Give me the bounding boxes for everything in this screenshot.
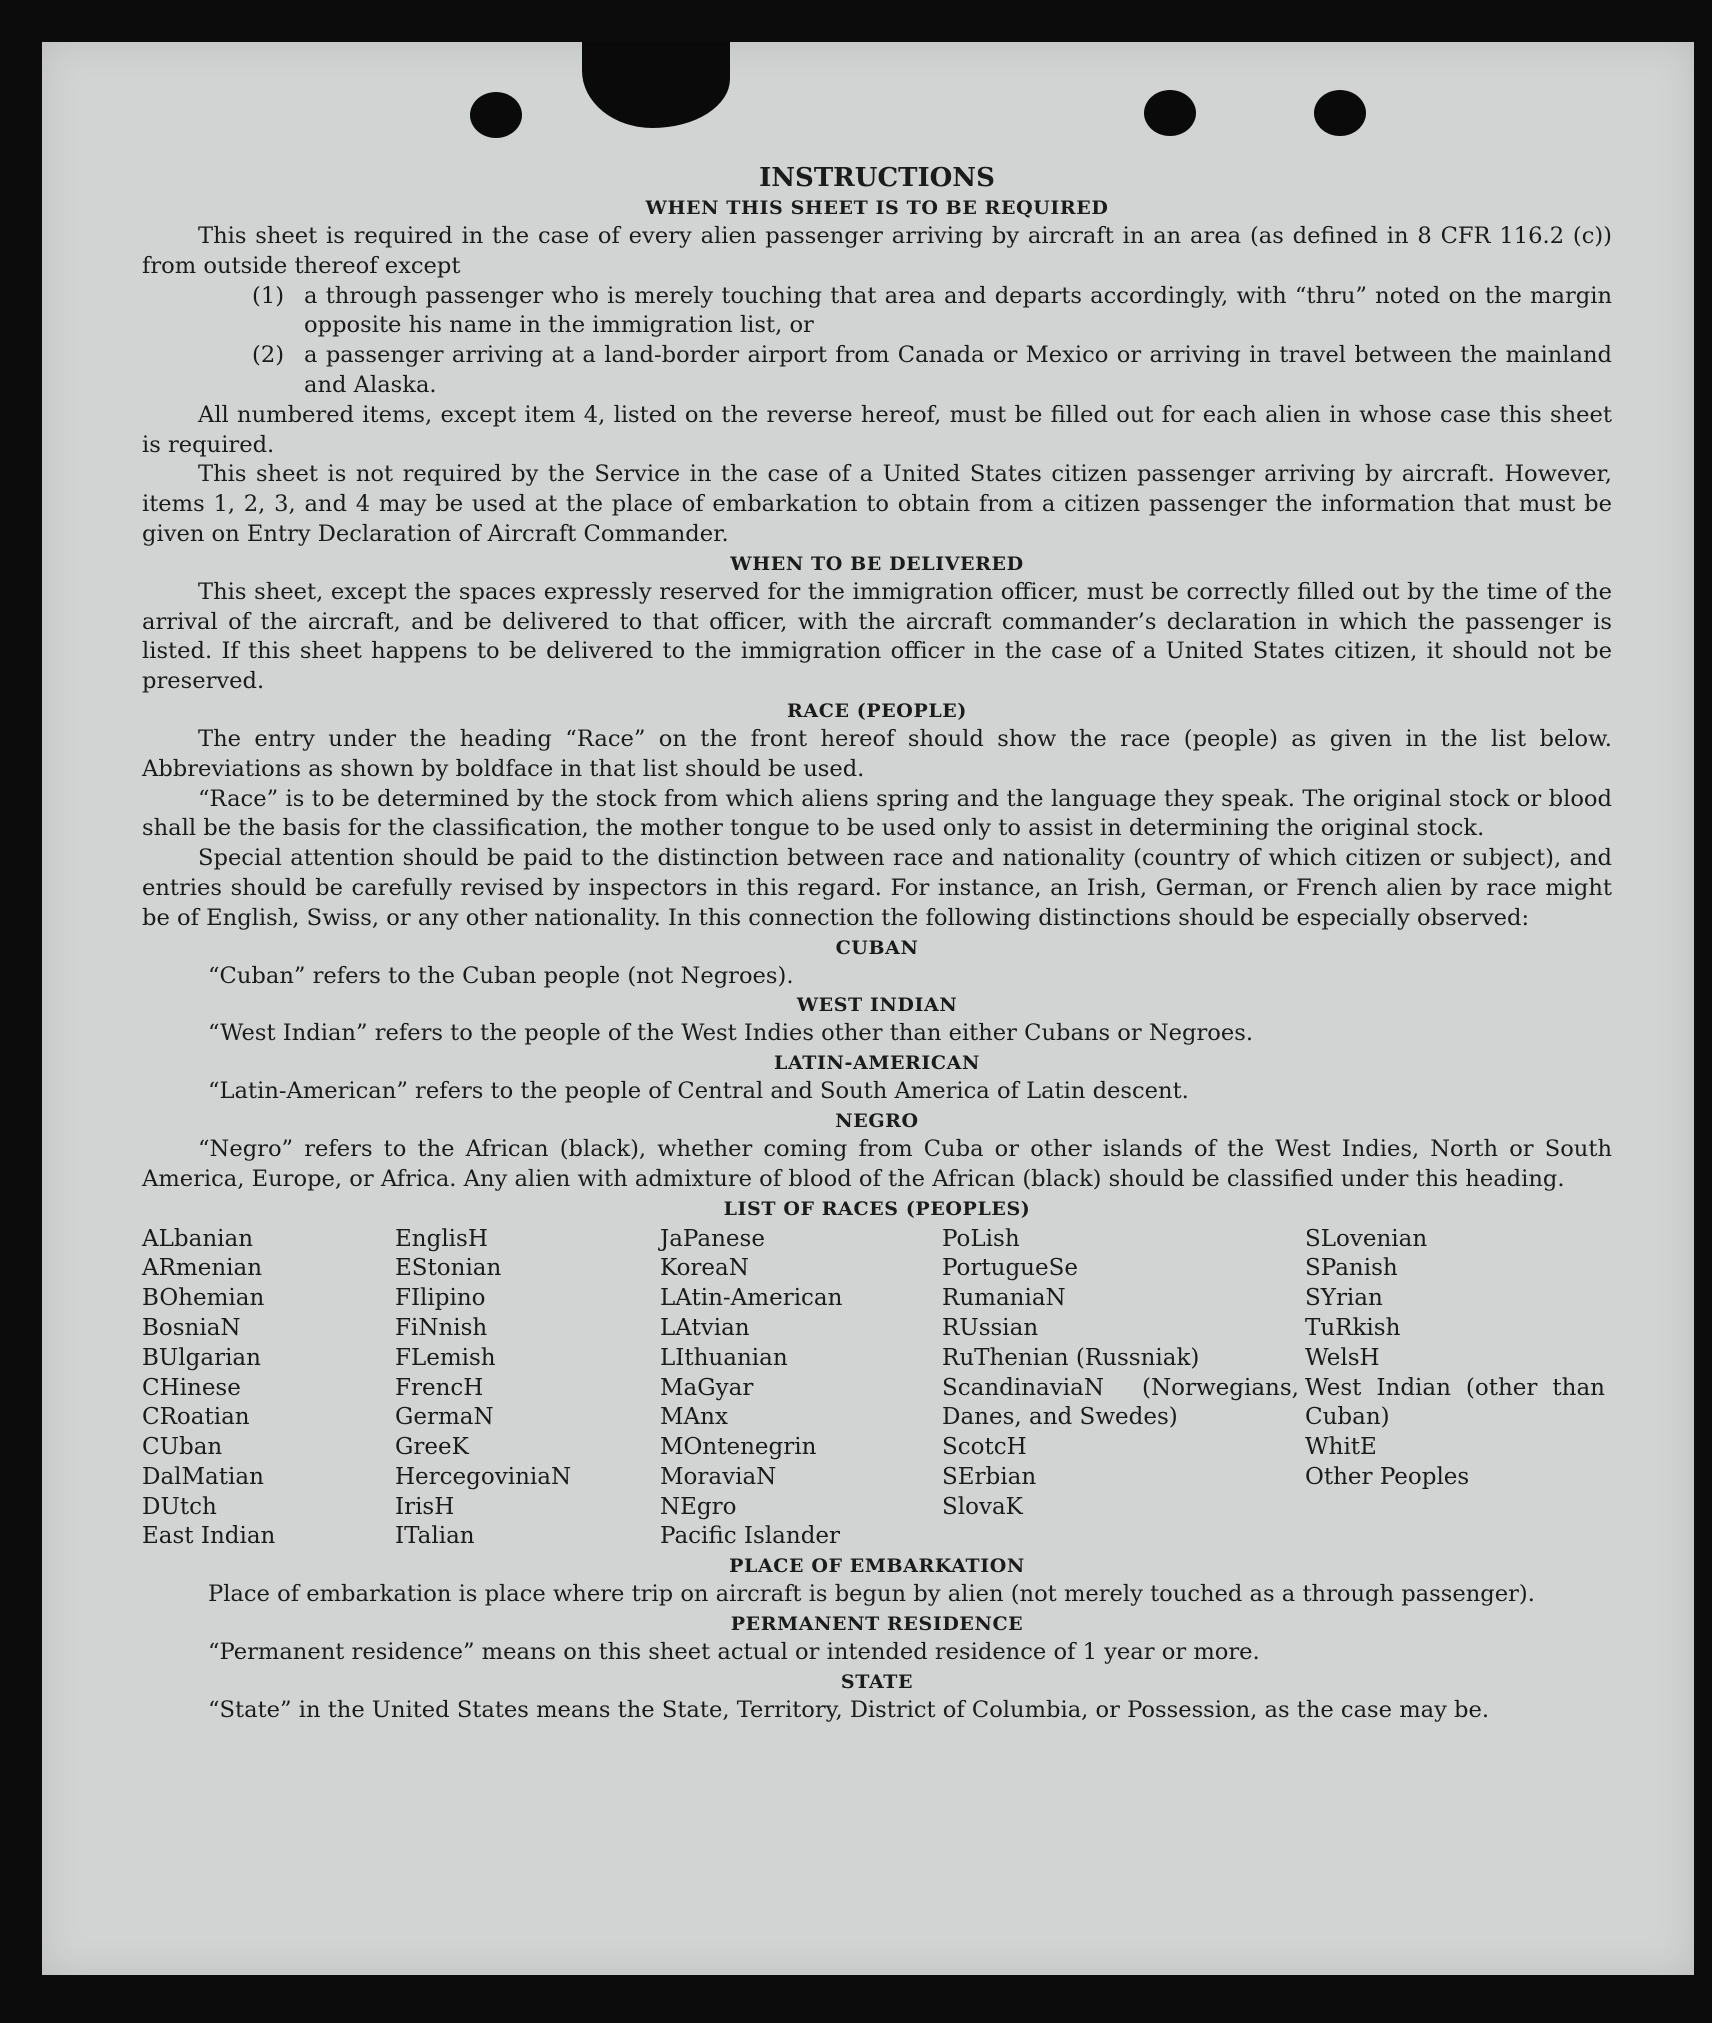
page-title: INSTRUCTIONS (759, 163, 995, 193)
race-entry: FLemish (395, 1344, 496, 1371)
race-entry: MAnx (660, 1404, 728, 1431)
race-entry: DalMatian (142, 1463, 264, 1490)
race-entry: Other Peoples (1305, 1463, 1470, 1490)
section-heading: LIST OF RACES (PEOPLES) (723, 1197, 1031, 1220)
race-entry: TuRkish (1305, 1314, 1401, 1341)
section-heading: NEGRO (835, 1109, 919, 1132)
section-heading: WHEN TO BE DELIVERED (730, 552, 1024, 575)
race-entry: BUlgarian (142, 1344, 261, 1371)
race-column (395, 1225, 660, 1553)
race-column (660, 1225, 942, 1553)
race-entry: PoLish (942, 1225, 1020, 1252)
race-entry: NEgro (660, 1493, 737, 1520)
race-entry: KoreaN (660, 1255, 749, 1282)
paragraph: “Permanent residence” means on this sheet actual or intended residence of 1 year or more. (208, 1639, 1260, 1666)
race-entry: CUban (142, 1434, 223, 1461)
race-column (942, 1225, 1305, 1553)
race-entry: ALbanian (142, 1225, 254, 1252)
section-heading: WHEN THIS SHEET IS TO BE REQUIRED (645, 197, 1109, 219)
section-heading: WEST INDIAN (796, 994, 958, 1017)
paragraph: Special attention should be paid to the distinction between race and nationality (country of which citizen or subject), and entries should be carefully revised by inspectors in this regard. For instance, an Irish, German, or French alien by race might be of English, Swiss, or any other nationality. In this connection the following distinctions should be especially observed: (142, 845, 1612, 931)
race-entry: ARmenian (142, 1255, 263, 1282)
race-column (142, 1225, 395, 1553)
race-entry: RuThenian (Russniak) (942, 1344, 1200, 1371)
section-heading: RACE (PEOPLE) (787, 699, 967, 722)
paragraph: “Cuban” refers to the Cuban people (not Negroes). (208, 962, 794, 989)
race-entry: ITalian (395, 1523, 475, 1550)
race-entry: LAtvian (660, 1314, 750, 1341)
race-entry: SYrian (1305, 1285, 1383, 1312)
race-entry: WhitE (1305, 1434, 1377, 1461)
race-entry: EnglisH (395, 1225, 488, 1252)
punch-hole (470, 92, 522, 138)
item-text: a through passenger who is merely touching that area and departs accordingly, with “thru” noted on the margin opposite his name in the immigration list, or (304, 282, 1612, 339)
race-entry: FIlipino (395, 1285, 486, 1312)
list-item (252, 341, 1612, 401)
race-entry: Pacific Islander (660, 1523, 841, 1550)
paragraph: “Race” is to be determined by the stock from which aliens spring and the language they speak. The original stock or blood shall be the basis for the classification, the mother tongue to be used only to assist in determining the original stock. (142, 785, 1612, 842)
race-entry: West Indian (other than Cuban) (1305, 1374, 1605, 1431)
torn-edge (582, 42, 730, 128)
race-entry: FrencH (395, 1374, 484, 1401)
race-list (142, 1225, 1612, 1553)
race-entry: DUtch (142, 1493, 217, 1520)
section-heading: LATIN-AMERICAN (774, 1052, 980, 1075)
paragraph: All numbered items, except item 4, listed on the reverse hereof, must be filled out for each alien in whose case this sheet is required. (142, 401, 1612, 458)
race-entry: RumaniaN (942, 1285, 1066, 1312)
race-entry: LIthuanian (660, 1344, 788, 1371)
paragraph: “State” in the United States means the State, Territory, District of Columbia, or Possession, as the case may be. (208, 1696, 1490, 1723)
race-entry: CRoatian (142, 1404, 250, 1431)
race-entry: FiNnish (395, 1314, 488, 1341)
race-entry: MoraviaN (660, 1463, 777, 1490)
item-text: a passenger arriving at a land-border airport from Canada or Mexico or arriving in travel between the mainland and Alaska. (304, 342, 1612, 398)
race-entry: SLovenian (1305, 1225, 1428, 1252)
race-entry: SErbian (942, 1463, 1037, 1490)
race-entry: EStonian (395, 1255, 502, 1282)
list-item (252, 282, 1612, 342)
race-entry: SlovaK (942, 1493, 1023, 1520)
race-entry: GermaN (395, 1404, 494, 1431)
paragraph: This sheet is required in the case of every alien passenger arriving by aircraft in an area (as defined in 8 CFR 116.2 (c)) from outside thereof except (142, 223, 1612, 279)
section-heading: CUBAN (835, 936, 919, 959)
race-entry: ScotcH (942, 1434, 1027, 1461)
race-entry: RUssian (942, 1314, 1039, 1341)
race-entry: SPanish (1305, 1255, 1398, 1282)
paragraph: This sheet, except the spaces expressly reserved for the immigration officer, must be correctly filled out by the time of the arrival of the aircraft, and be delivered to that officer, with the aircraft commander’s declaration in which the passenger is listed. If this sheet happens to be delivered to the immigration officer in the case of a United States citizen, it should not be preserved. (142, 578, 1612, 695)
paragraph: “Negro” refers to the African (black), whether coming from Cuba or other islands of the West Indies, North or South America, Europe, or Africa. Any alien with admixture of blood of the African (black) should be classified under this heading. (142, 1135, 1612, 1192)
race-entry: East Indian (142, 1523, 276, 1550)
section-heading: PLACE OF EMBARKATION (729, 1555, 1025, 1578)
item-number: (2) (252, 342, 285, 369)
race-entry: MOntenegrin (660, 1434, 817, 1461)
punch-hole (1314, 90, 1366, 136)
race-entry: WelsH (1305, 1344, 1380, 1371)
race-entry: BosniaN (142, 1314, 241, 1341)
item-number: (1) (252, 282, 285, 309)
paragraph: This sheet is not required by the Service in the case of a United States citizen passenger arriving by aircraft. However, items 1, 2, 3, and 4 may be used at the place of embarkation to obtain from a citizen passenger the information that must be given on Entry Declaration of Aircraft Commander. (142, 461, 1612, 547)
document-sheet (42, 42, 1694, 1975)
section-heading: PERMANENT RESIDENCE (730, 1613, 1024, 1636)
race-entry: MaGyar (660, 1374, 754, 1401)
paragraph: “West Indian” refers to the people of the West Indies other than either Cubans or Negroes. (208, 1020, 1254, 1047)
race-entry: ScandinaviaN (Norwegians, Danes, and Swedes) (942, 1374, 1299, 1431)
punch-hole (1144, 90, 1196, 136)
paragraph: The entry under the heading “Race” on the front hereof should show the race (people) as given in the list below. Abbreviations as shown by boldface in that list should be used. (142, 725, 1612, 782)
paragraph: Place of embarkation is place where trip on aircraft is begun by alien (not merely touched as a through passenger). (208, 1581, 1535, 1608)
race-entry: JaPanese (660, 1225, 765, 1252)
race-entry: GreeK (395, 1434, 469, 1461)
race-entry: BOhemian (142, 1285, 265, 1312)
paragraph: “Latin-American” refers to the people of Central and South America of Latin descent. (208, 1078, 1189, 1105)
race-entry: PortugueSe (942, 1255, 1078, 1282)
instructions-content (142, 162, 1612, 1726)
race-entry: CHinese (142, 1374, 241, 1401)
race-entry: HercegoviniaN (395, 1463, 572, 1490)
race-column (1305, 1225, 1605, 1553)
race-entry: LAtin-American (660, 1285, 843, 1312)
race-entry: IrisH (395, 1493, 455, 1520)
section-heading: STATE (840, 1670, 914, 1693)
